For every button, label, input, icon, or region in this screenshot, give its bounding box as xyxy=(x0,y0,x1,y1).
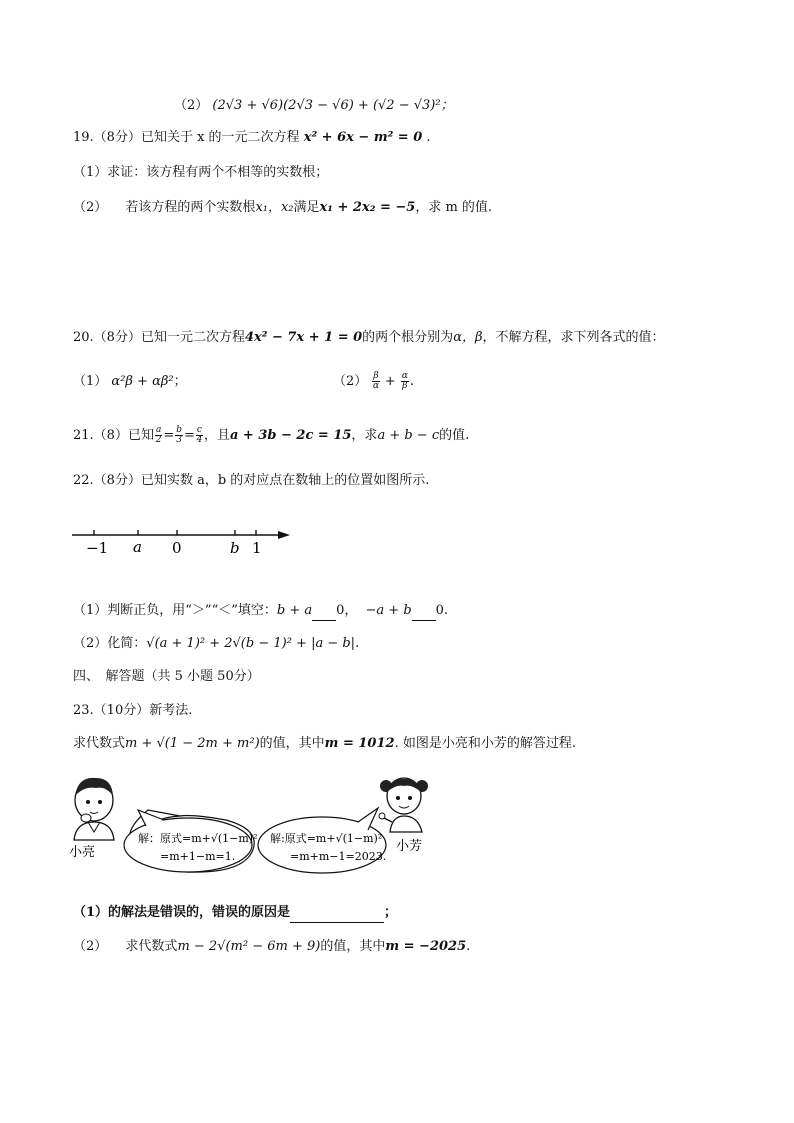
math-equation: x² + 6x − m² = 0 xyxy=(303,130,423,145)
math-expression: √(a + 1)² + 2√(b − 1)² + |a − b| xyxy=(146,636,356,651)
tick-label: −1 xyxy=(86,539,109,557)
denominator: 4 xyxy=(196,435,203,445)
question-text: ，求 xyxy=(351,428,378,443)
question-21 xyxy=(73,426,469,446)
fraction xyxy=(175,426,183,445)
question-text: 的值. xyxy=(439,428,470,443)
girl-solution-line2: =m+m−1=2023. xyxy=(290,850,387,863)
question-text: 满足 xyxy=(293,200,320,215)
question-text: 19.（8分）已知关于 x 的一元二次方程 xyxy=(73,130,300,145)
math-expression: −a + b xyxy=(365,603,412,618)
numerator: b xyxy=(176,425,182,435)
question-text: ，求 m 的值. xyxy=(415,200,493,215)
question-text: 的值，其中 xyxy=(320,939,386,954)
math-expression: a + b − c xyxy=(377,428,440,443)
part-label: （2） xyxy=(333,374,368,389)
question-text: 21.（8）已知 xyxy=(73,428,154,443)
question-text: ，不解方程，求下列各式的值： xyxy=(482,330,665,345)
question-22 xyxy=(73,471,429,491)
section-heading xyxy=(73,667,260,687)
part-label: （2） xyxy=(73,939,108,954)
punctuation: . xyxy=(466,939,471,954)
tick-label: 1 xyxy=(252,539,262,557)
operator: + xyxy=(384,374,396,389)
question-19-part1 xyxy=(73,163,328,183)
question-19-part2 xyxy=(73,198,492,218)
tick-label: a xyxy=(133,538,142,556)
section-title: 四、 解答题（共 5 小题 50分） xyxy=(73,669,260,684)
boy-solution-line2: =m+1−m=1. xyxy=(160,850,236,863)
fraction xyxy=(155,426,162,445)
question-text: 0， xyxy=(336,603,358,618)
question-text: （2）化简： xyxy=(73,636,147,651)
question-text: 若该方程的两个实数根 xyxy=(125,200,256,215)
number-line-figure xyxy=(68,522,298,562)
question-text: 23.（10分）新考法. xyxy=(73,703,193,718)
question-text: 20.（8分）已知一元二次方程 xyxy=(73,330,245,345)
girl-name-label: 小芳 xyxy=(396,839,423,854)
answer-blank[interactable] xyxy=(312,606,336,621)
part-label: （1） xyxy=(73,374,108,389)
girl-solution-line1: 解:原式=m+√(1−m)² xyxy=(270,832,383,845)
question-text: . 如图是小亮和小芳的解答过程. xyxy=(394,736,576,751)
math-expression: b + a xyxy=(276,603,313,618)
operator: = xyxy=(184,428,195,443)
girl-figure-icon xyxy=(379,778,428,832)
math-expression: m − 2√(m² − 6m + 9) xyxy=(177,939,321,954)
question-text: 的值，其中 xyxy=(259,736,325,751)
question-23-body xyxy=(73,734,576,754)
boy-figure-icon xyxy=(74,778,114,840)
math-condition: m = 1012 xyxy=(324,736,395,751)
question-23-part2 xyxy=(73,937,470,957)
tick-label: 0 xyxy=(172,539,182,557)
question-text: （1）判断正负，用“＞”“＜”填空： xyxy=(73,603,277,618)
math-expression: α²β + αβ² xyxy=(111,374,174,389)
denominator: 2 xyxy=(155,435,162,445)
fraction xyxy=(196,426,203,445)
q18-part2 xyxy=(174,96,454,116)
question-text: 的两个根分别为 xyxy=(362,330,454,345)
question-20 xyxy=(73,328,665,348)
question-19 xyxy=(73,128,431,148)
question-text: 求代数式 xyxy=(125,939,178,954)
question-20-part2 xyxy=(333,372,414,392)
answer-blank[interactable] xyxy=(412,606,436,621)
math-condition: a + 3b − 2c = 15 xyxy=(229,428,352,443)
part-label: （2） xyxy=(73,200,108,215)
punctuation: . xyxy=(409,374,415,389)
question-text: 0. xyxy=(435,603,449,618)
denominator: β xyxy=(402,381,408,391)
part-label: （2） xyxy=(174,98,209,113)
question-22-part1 xyxy=(73,601,448,621)
punctuation: . xyxy=(426,130,431,145)
math-expression: (2√3 + √6)(2√3 − √6) + (√2 − √3)²； xyxy=(212,98,454,113)
numerator: a xyxy=(155,425,162,435)
math-roots: α，β xyxy=(453,330,483,345)
tick-label: b xyxy=(230,539,240,557)
question-text: （1）的解法是错误的，错误的原因是 xyxy=(73,905,291,920)
question-text: （1）求证：该方程有两个不相等的实数根； xyxy=(73,165,329,180)
punctuation: ； xyxy=(173,374,187,389)
denominator: α xyxy=(372,381,380,391)
operator: = xyxy=(163,428,175,443)
math-expression: m + √(1 − 2m + m²) xyxy=(125,736,260,751)
question-20-part1 xyxy=(73,372,187,392)
question-text: 22.（8分）已知实数 a，b 的对应点在数轴上的位置如图所示. xyxy=(73,473,430,488)
numerator: β xyxy=(373,371,379,381)
math-condition: x₁ + 2x₂ = −5 xyxy=(319,200,416,215)
punctuation: ； xyxy=(384,905,398,920)
arrow-right-icon xyxy=(278,531,290,539)
question-23 xyxy=(73,701,192,721)
numerator: c xyxy=(196,425,202,435)
numerator: α xyxy=(401,371,408,381)
math-condition: m = −2025 xyxy=(385,939,467,954)
question-23-part1 xyxy=(73,903,397,923)
fraction xyxy=(372,372,379,391)
math-roots: x₁，x₂ xyxy=(255,200,294,215)
boy-solution-line1: 解：原式=m+√(1−m)² xyxy=(138,832,258,845)
answer-blank[interactable] xyxy=(290,908,384,923)
denominator: 3 xyxy=(176,435,182,445)
comic-illustration xyxy=(66,770,446,882)
boy-name-label: 小亮 xyxy=(69,845,96,860)
question-22-part2 xyxy=(73,634,359,654)
question-text: ，且 xyxy=(203,428,230,443)
punctuation: . xyxy=(355,636,360,651)
question-text: 求代数式 xyxy=(73,736,126,751)
math-equation: 4x² − 7x + 1 = 0 xyxy=(244,330,363,345)
fraction xyxy=(401,372,409,391)
